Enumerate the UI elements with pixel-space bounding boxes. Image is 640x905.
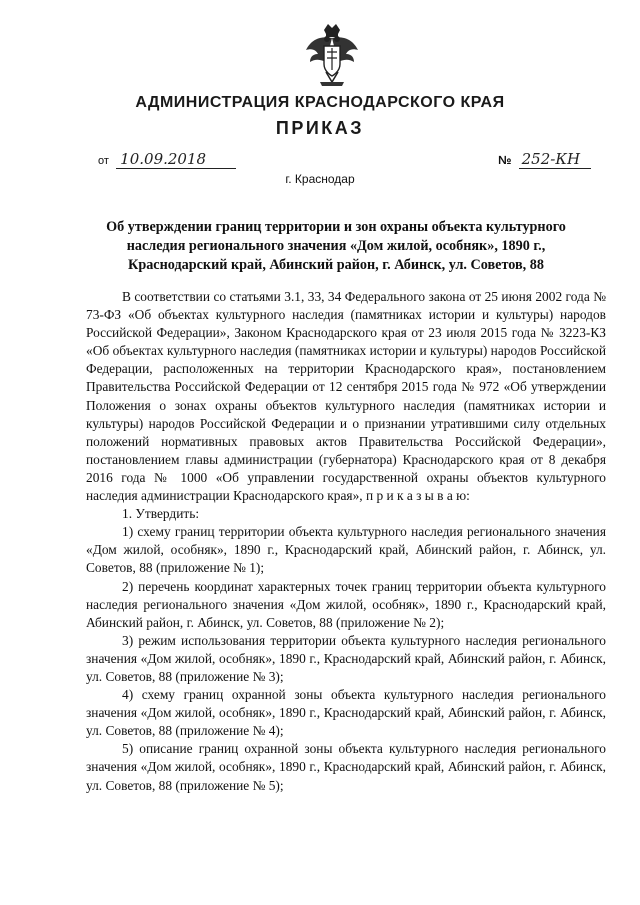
number-prefix: №: [498, 153, 512, 167]
city: г. Краснодар: [285, 172, 355, 186]
document-body: [86, 288, 606, 795]
date-line: [98, 150, 236, 172]
subitem-3-paragraph: 3) режим использования территории объекта культурного наследия регионального значения «Дом жилой, особняк», 1890 г., Краснодарский край, Абинский район, г. Абинск, ул. Советов, 88 (приложение № 3);: [86, 632, 606, 684]
date-prefix: от: [98, 155, 109, 167]
document-title: Об утверждении границ территории и зон охраны объекта культурного наследия регионального значения «Дом жилой, особняк», 1890 г., Краснодарский край, Абинский район, г. Абинск, ул. Советов, 88: [106, 219, 566, 273]
subitem-5-paragraph: 5) описание границ охранной зоны объекта культурного наследия регионального значения «Дом жилой, особняк», 1890 г., Краснодарский край, Абинский район, г. Абинск, ул. Советов, 88 (приложение № 5);: [86, 741, 606, 793]
organization-title: АДМИНИСТРАЦИЯ КРАСНОДАРСКОГО КРАЯ: [135, 94, 505, 111]
subitem-1-paragraph: 1) схему границ территории объекта культурного наследия регионального значения «Дом жилой, особняк», 1890 г., Краснодарский край, Абинский район, г. Абинск, ул. Советов, 88 (приложение № 1);: [86, 524, 606, 576]
item-1-paragraph: 1. Утвердить:: [122, 506, 200, 522]
preamble-paragraph: В соответствии со статьями 3.1, 33, 34 Федерального закона от 25 июня 2002 года № 73-ФЗ «Об объектах культурного наследия (памятниках истории и культуры) народов Российской Федерации», Законом Краснодарского края от 23 июля 2015 года № 3223-КЗ «Об объектах культурного наследия (памятниках истории и культуры) народов Российской Федерации, расположенных на территории Краснодарского края», постановлением Правительства Российской Федерации от 12 сентября 2015 года № 972 «Об утверждении Положения о зонах охраны объектов культурного наследия (памятниках истории и культуры) народов Российской Федерации и о признании утратившими силу отдельных положений нормативных правовых актов Правительства Российской Федерации», постановлением главы администрации (губернатора) Краснодарского края от 8 декабря 2016 года № 1000 «Об управлении государственной охраны объектов культурного наследия администрации Краснодарского края», п р и к а з ы в а ю:: [86, 289, 606, 504]
handwritten-date: 10.09.2018: [116, 150, 236, 169]
document-type: ПРИКАЗ: [275, 118, 365, 138]
subitem-2-paragraph: 2) перечень координат характерных точек границ территории объекта культурного наследия регионального значения «Дом жилой, особняк», 1890 г., Краснодарский край, Абинский район, г. Абинск, ул. Советов, 88 (приложение № 2);: [86, 578, 606, 630]
number-line: [498, 150, 591, 172]
coat-of-arms-icon: [302, 22, 362, 88]
subitem-4-paragraph: 4) схему границ охранной зоны объекта культурного наследия регионального значения «Дом жилой, особняк», 1890 г., Краснодарский край, Абинский район, г. Абинск, ул. Советов, 88 (приложение № 4);: [86, 687, 606, 739]
handwritten-number: 252-КН: [519, 150, 591, 169]
